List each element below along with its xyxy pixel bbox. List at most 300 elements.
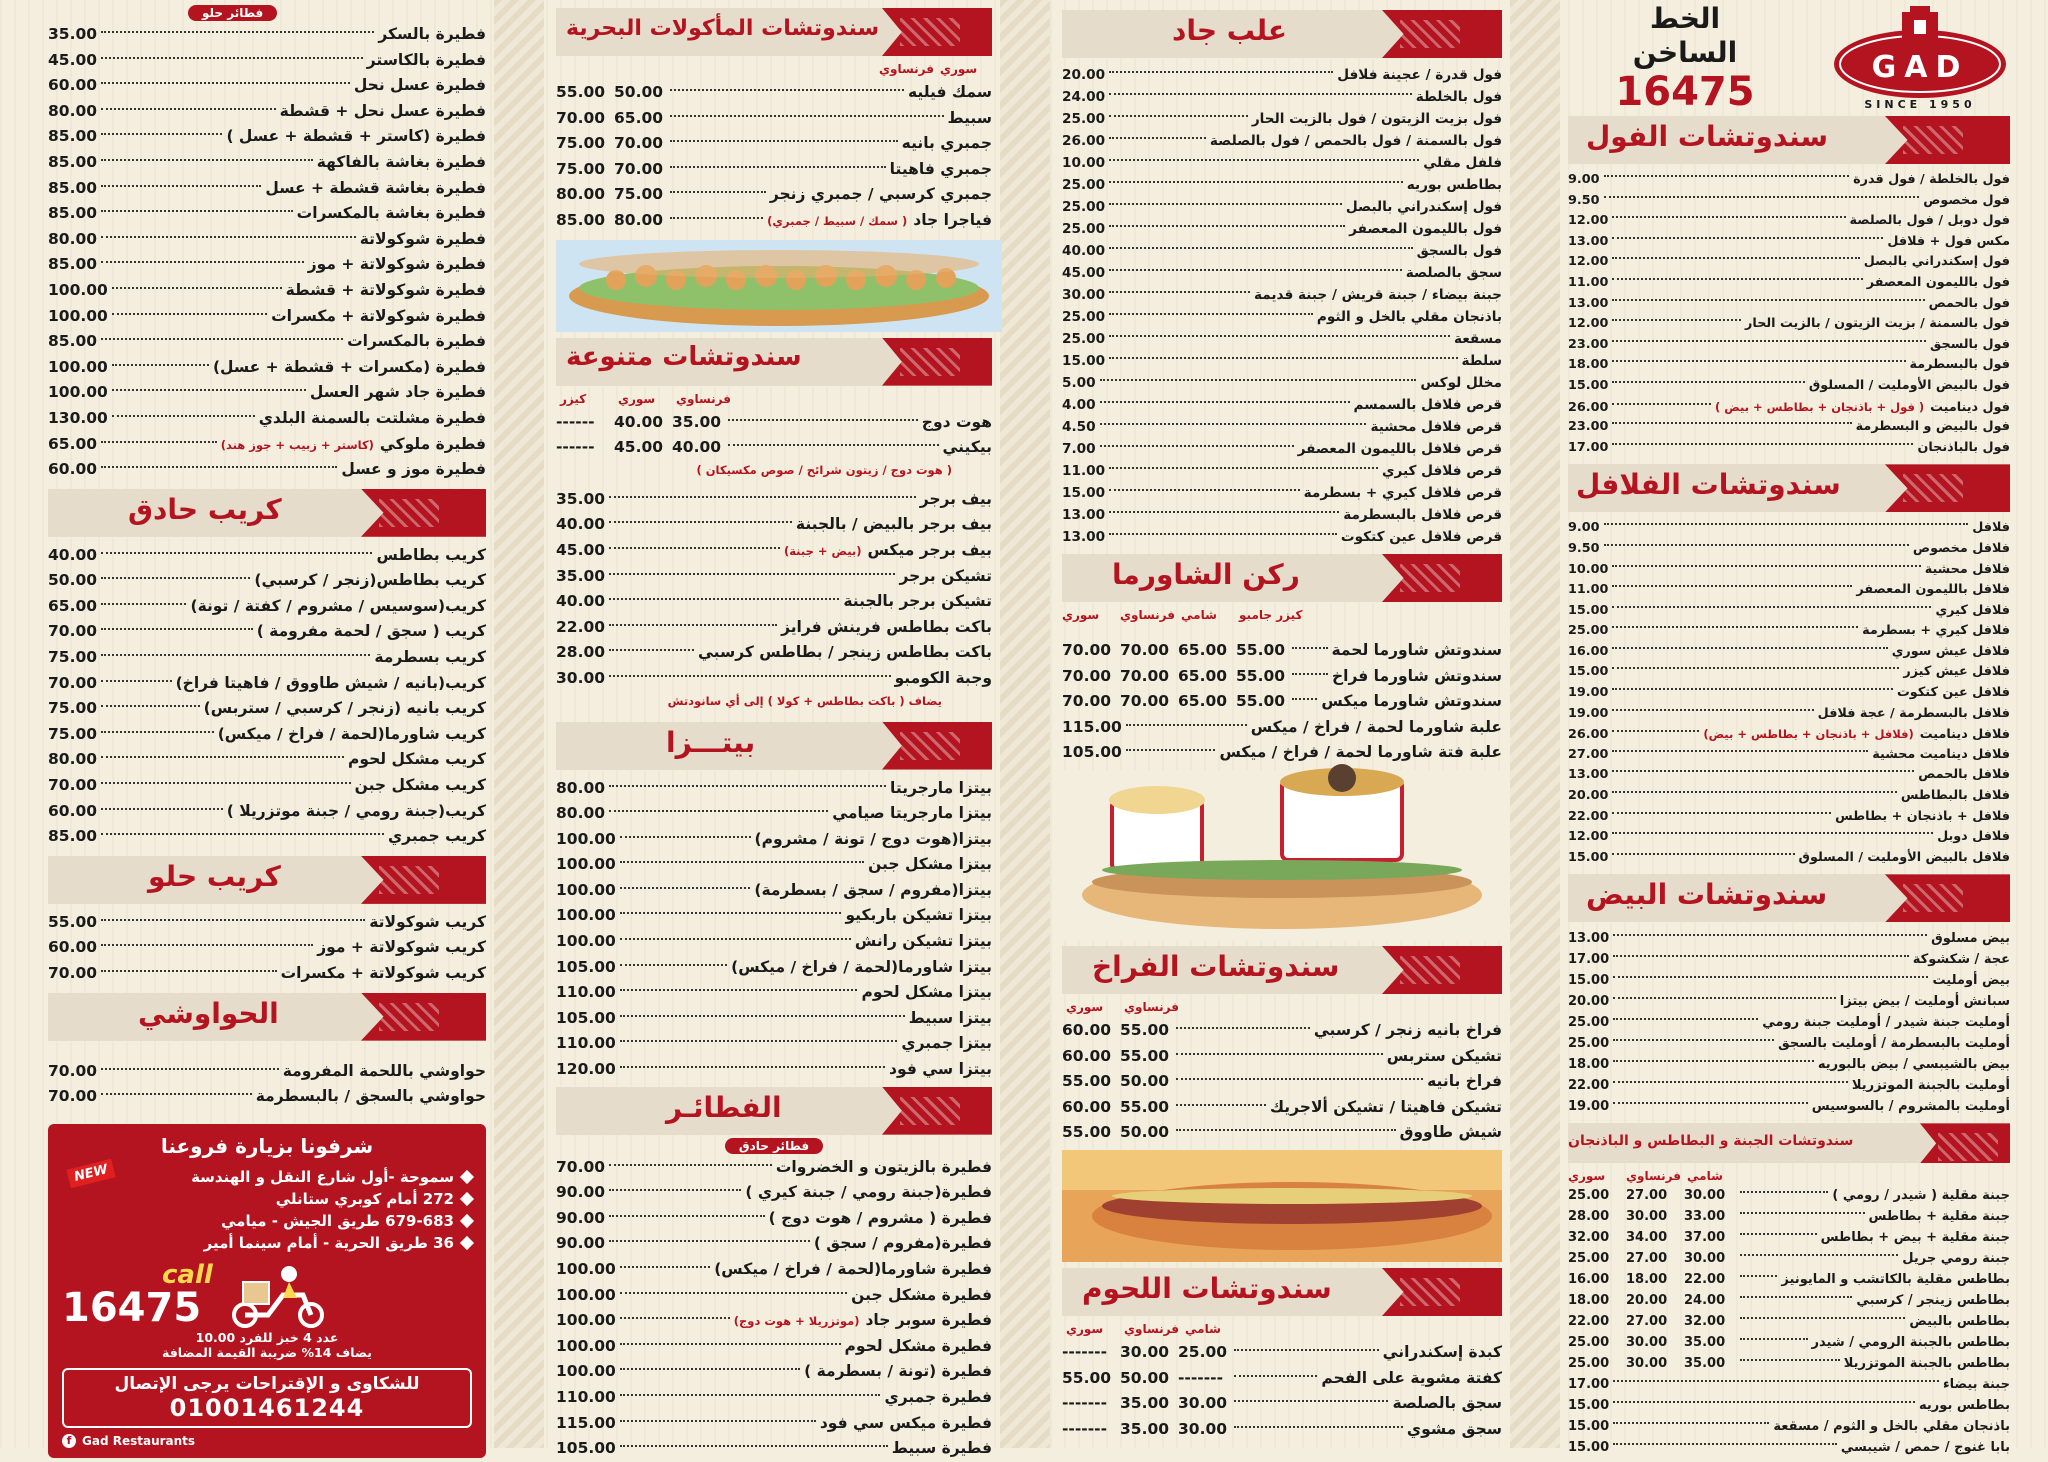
item-name: فول بالبيض الأومليت / المسلوق [1808, 377, 2010, 393]
chicken-list [1062, 1018, 1502, 1146]
leader-dots [620, 1445, 888, 1447]
leader-dots [1604, 196, 1920, 198]
item-name: فراخ بانيه زنجر / كرسبي [1313, 1020, 1502, 1039]
menu-item [1568, 170, 2010, 191]
item-price: 26.00 [1568, 727, 1609, 743]
price-cell: 50.00 [614, 83, 664, 101]
item-note: (كاستر + زبيب + جوز هند) [220, 437, 374, 452]
price-cell: 37.00 [1684, 1230, 1726, 1246]
section-title: سندوتشات الفراخ [1092, 949, 1340, 983]
item-name: فول بالبسطرمة [1909, 357, 2010, 373]
foul-list [1568, 170, 2010, 458]
menu-item [1062, 664, 1502, 690]
item-price: 40.00 [1062, 243, 1106, 259]
menu-item [1568, 807, 2010, 828]
leader-dots [101, 919, 365, 921]
leader-dots [112, 415, 255, 417]
menu-item [556, 878, 992, 904]
item-name: فول بالحمص [1928, 295, 2010, 311]
item-price: 100.00 [556, 855, 616, 874]
leader-dots [1740, 1317, 1905, 1319]
hawawshi-banner [48, 993, 486, 1041]
item-price: 70.00 [48, 1061, 98, 1080]
meat-banner [1062, 1268, 1502, 1316]
item-name: فول بالخلطة / فول قدرة [1853, 172, 2010, 187]
vat-note: يضاف 14% ضريبة القيمة المضافة [162, 1344, 372, 1360]
item-name: سجق بالصلصة [1392, 1394, 1502, 1413]
item-price: 75.00 [48, 724, 98, 743]
leader-dots [1612, 730, 1699, 732]
menu-item [1568, 1227, 2010, 1248]
leader-dots [1740, 1233, 1817, 1235]
item-name: كريب بطاطس(زنجر / كرسبي) [254, 571, 486, 590]
menu-item [556, 776, 992, 802]
item-name: فول إسكندراني بالبصل [1863, 254, 2010, 270]
menu-item [1568, 397, 2010, 418]
leader-dots [1176, 1104, 1266, 1106]
item-name: تشيكن ستربس [1386, 1046, 1502, 1065]
item-price: 15.00 [1568, 849, 1609, 865]
price-column-header: فرنساوي [1124, 999, 1180, 1014]
leader-dots [1109, 71, 1333, 73]
item-name: بيتزا تشيكن رانش [854, 932, 992, 951]
leader-dots [101, 466, 337, 468]
menu-item [1062, 86, 1502, 108]
facebook-link[interactable]: f Gad Restaurants [62, 1434, 472, 1448]
section-title: سندوتشات اللحوم [1082, 1271, 1332, 1305]
leader-dots [670, 191, 766, 193]
leader-dots [101, 1068, 279, 1070]
item-price: 11.00 [1568, 274, 1609, 290]
menu-item [1568, 355, 2010, 376]
price-cell: 18.00 [1626, 1272, 1668, 1288]
item-name: قرص فلافل كيري + بسطرمة [1303, 485, 1502, 501]
menu-item [1062, 240, 1502, 262]
menu-item [48, 722, 486, 748]
meat-sandwich-photo [1062, 1150, 1502, 1262]
item-price: 9.50 [1568, 192, 1600, 208]
item-name: فلافل ديناميت [1919, 727, 2010, 743]
menu-item [48, 824, 486, 850]
item-price: 26.00 [1062, 133, 1106, 149]
item-price: 22.00 [556, 617, 606, 636]
menu-item [1568, 1206, 2010, 1227]
item-name: بيتزا مارجريتا [890, 778, 992, 797]
leader-dots [1109, 225, 1345, 227]
leader-dots [1740, 1254, 1898, 1256]
leader-dots [1234, 1349, 1379, 1351]
item-name: كريب شوكولاتة + مكسرات [280, 964, 486, 982]
item-name: فلافل مخصوص [1912, 540, 2010, 556]
menu-item [48, 99, 486, 125]
sweet-pies-pill: فطائر حلو [188, 5, 277, 21]
item-name: بطاطس مقلية بالكاتشب و المايونيز [1781, 1272, 2010, 1288]
item-price: 55.00 [48, 912, 98, 931]
leader-dots [1604, 544, 1909, 546]
price-cell: 55.00 [1236, 666, 1286, 685]
menu-item [48, 73, 486, 99]
item-price: 70.00 [556, 1157, 606, 1176]
item-price: 120.00 [556, 1060, 616, 1079]
item-price: 12.00 [1568, 316, 1609, 332]
item-price: 35.00 [48, 25, 98, 43]
item-name: فطيرة شوكولاتة [359, 229, 486, 248]
leader-dots [1612, 853, 1794, 855]
item-price: 100.00 [556, 906, 616, 925]
menu-item [48, 22, 486, 48]
item-name: كريب جمبري [387, 827, 486, 846]
item-note: ( سمك / سبيط / جمبري) [767, 213, 908, 228]
crepe-savory-banner [48, 489, 486, 537]
menu-item [556, 903, 992, 929]
item-price: 4.00 [1062, 397, 1096, 413]
item-price: 35.00 [556, 489, 606, 508]
item-name: فطيرة بغاشة بالفاكهة [316, 152, 486, 171]
item-name: بيف برجر بالبيض / بالجبنة [795, 515, 992, 534]
menu-item [1568, 580, 2010, 601]
item-note: (فلافل + باذنجان + بطاطس + بيض) [1703, 727, 1914, 742]
item-price: 60.00 [48, 801, 98, 820]
leader-dots [1109, 181, 1403, 183]
item-price: 30.00 [556, 668, 606, 687]
price-cell: 75.00 [614, 185, 664, 204]
location-icon [460, 1236, 474, 1250]
crepe-sweet-list [48, 910, 486, 987]
menu-item [556, 980, 992, 1006]
item-price: 100.00 [556, 829, 616, 848]
leader-dots [101, 944, 313, 946]
price-cell: 34.00 [1626, 1230, 1668, 1246]
item-name: كريب مشكل لحوم [348, 750, 486, 769]
menu-item [1568, 252, 2010, 273]
item-price [1568, 1332, 1736, 1353]
price-cell: 55.00 [1236, 641, 1286, 659]
item-name: فطيرة(جبنة رومي / جبنة كيري ) [745, 1183, 992, 1202]
item-name: فول بالخلطة [1415, 89, 1502, 105]
item-price: 100.00 [48, 357, 108, 376]
leader-dots [1292, 698, 1317, 700]
price-cell: 75.00 [556, 134, 606, 153]
since-text: SINCE 1950 [1864, 98, 1976, 111]
leader-dots [1109, 533, 1337, 535]
item-price [1062, 1340, 1230, 1366]
item-name: فلافل عيش سوري [1891, 643, 2010, 659]
various-list [556, 487, 992, 692]
price-column-header: فرنساوي [878, 62, 934, 76]
item-price: 80.00 [556, 778, 606, 797]
price-cell: 50.00 [1120, 1072, 1170, 1091]
leader-dots [670, 140, 898, 142]
leader-dots [609, 1189, 741, 1191]
menu-item [48, 432, 486, 458]
price-cell: 85.00 [556, 210, 606, 229]
item-price: 12.00 [1568, 254, 1609, 270]
price-cell: 30.00 [1120, 1342, 1170, 1361]
item-price: 18.00 [1568, 1057, 1610, 1073]
item-name: فطيرة مشكل لحوم [844, 1336, 992, 1355]
call-number[interactable]: 16475 [62, 1284, 202, 1331]
leader-dots [1612, 667, 1899, 669]
column-cans-shawarma [1054, 0, 1510, 1448]
item-name: فياجرا جاد [913, 210, 992, 229]
price-cell: 35.00 [1684, 1335, 1726, 1351]
item-name: فول إسكندراني بالبصل [1345, 199, 1502, 215]
menu-item [48, 1084, 486, 1110]
item-name: جبنة بيضاء / جبنة قريش / جبنة قديمة [1253, 287, 1502, 303]
leader-dots [1612, 319, 1741, 321]
item-name: كريب شاورما(لحمة / فراخ / ميكس) [217, 724, 486, 743]
price-cell: 60.00 [1062, 1020, 1112, 1039]
item-name: كريب بسطرمة [374, 648, 486, 667]
location-icon [460, 1192, 474, 1206]
leader-dots [670, 166, 886, 168]
item-name: علبة فتة شاورما لحمة / فراخ / ميكس [1219, 743, 1502, 762]
leader-dots [1740, 1296, 1852, 1298]
item-price: 105.00 [1062, 743, 1122, 762]
menu-item [1568, 1374, 2010, 1395]
leader-dots [101, 159, 313, 161]
menu-item [556, 487, 992, 513]
item-name: بطاطس بالجبنة الرومي / شيدر [1811, 1335, 2010, 1351]
leader-dots [1612, 381, 1805, 383]
leader-dots [1100, 423, 1367, 425]
menu-item [556, 1334, 992, 1360]
item-price [1062, 1018, 1172, 1044]
price-cell: 55.00 [1236, 692, 1286, 711]
branch-address: 679-683 طريق الجيش - ميامي [62, 1210, 472, 1232]
item-name: فلافل عين كتكوت [1896, 685, 2010, 701]
price-column-header: فرنساوي [1626, 1169, 1682, 1184]
price-cell: 25.00 [1568, 1251, 1610, 1267]
item-price: 65.00 [48, 434, 98, 453]
item-name: بيتزا سبيط [908, 1008, 992, 1027]
item-name: فول بالليمون المعصفر [1349, 221, 1502, 237]
item-price: 70.00 [48, 673, 98, 692]
menu-item [48, 304, 486, 330]
leader-dots [101, 108, 276, 110]
item-name: سبيط [947, 108, 992, 127]
leader-dots [1234, 1426, 1403, 1428]
item-name: كفتة مشوية على الفحم [1321, 1368, 1502, 1387]
price-cell: 60.00 [1062, 1046, 1112, 1065]
item-price: 9.50 [1568, 540, 1600, 556]
menu-item [48, 773, 486, 799]
branch-address: 272 أمام كوبري ستانلي [62, 1188, 472, 1210]
item-price [556, 157, 666, 183]
price-cell: 35.00 [672, 412, 722, 431]
menu-item [556, 538, 992, 564]
menu-item [1062, 1366, 1502, 1392]
leader-dots [101, 603, 186, 605]
item-price: 100.00 [48, 306, 108, 325]
menu-item [1568, 1437, 2010, 1458]
price-headers [1062, 1000, 1502, 1018]
price-column-header: سوري [1062, 608, 1100, 622]
item-name: فراخ بانيه [1427, 1072, 1502, 1091]
item-name: باكت بطاطس زينجر / بطاطس كرسبي [698, 643, 992, 662]
location-icon [460, 1214, 474, 1228]
menu-item [48, 1059, 486, 1085]
item-price: 80.00 [48, 750, 98, 769]
menu-item [1062, 715, 1502, 741]
menu-item [556, 1180, 992, 1206]
menu-item [48, 645, 486, 671]
item-price: 18.00 [1568, 357, 1609, 373]
item-price: 90.00 [556, 1208, 606, 1227]
menu-item [556, 1057, 992, 1083]
leader-dots [609, 1215, 765, 1217]
leader-dots [620, 1040, 898, 1042]
price-cell: 60.00 [1062, 1097, 1112, 1116]
complaints-label: للشكاوى و الإقتراحات يرجى الإتصال [114, 1373, 420, 1394]
cheese-multi-list [1568, 1185, 2010, 1374]
leader-dots [1100, 379, 1417, 381]
leader-dots [1612, 403, 1711, 405]
leader-dots [101, 654, 370, 656]
combo-note: يضاف ( باكت بطاطس + كولا ) إلى أي سانودتش [667, 693, 942, 708]
menu-item [1062, 306, 1502, 328]
price-cell: 80.00 [556, 185, 606, 204]
item-price: 50.00 [48, 571, 98, 590]
leader-dots [1613, 1039, 1774, 1041]
item-name: فطيرة موز و عسل [341, 460, 486, 479]
item-price: 85.00 [48, 204, 98, 223]
item-name: سجق مشوي [1406, 1419, 1502, 1438]
item-name: فول بالليمون المعصفر [1866, 274, 2010, 290]
menu-item [556, 106, 992, 132]
item-price [1062, 689, 1288, 715]
item-name: سندوتش شاورما ميكس [1321, 692, 1502, 711]
item-name: جبنة مقلية + بطاطس [1868, 1209, 2010, 1225]
item-name: بيتزا سي فود [889, 1060, 992, 1079]
complaints-phone[interactable]: 01001461244 [169, 1393, 365, 1422]
price-cell: 22.00 [1684, 1272, 1726, 1288]
price-cell: 28.00 [1568, 1209, 1610, 1225]
falafel-list [1568, 518, 2010, 868]
item-name: فطيرة بالكاستر [366, 50, 486, 69]
menu-item [1062, 638, 1502, 664]
contact-box [48, 1124, 486, 1458]
item-price: 24.00 [1062, 89, 1106, 105]
menu-item [1568, 335, 2010, 356]
item-price: 40.00 [48, 545, 98, 564]
item-price: 13.00 [1062, 529, 1106, 545]
item-price [556, 182, 666, 208]
pizza-banner [556, 722, 992, 770]
item-price [1568, 1206, 1736, 1227]
item-price: 80.00 [48, 229, 98, 248]
leader-dots [1176, 1027, 1310, 1029]
menu-item [1062, 394, 1502, 416]
menu-item [1062, 1391, 1502, 1417]
sweet-pies-list [48, 22, 486, 483]
meat-list [1062, 1340, 1502, 1442]
item-name: فطيرة مشلتت بالسمنة البلدي [258, 408, 486, 427]
item-name: علبة شاورما لحمة / فراخ / ميكس [1250, 717, 1502, 736]
menu-item [1568, 273, 2010, 294]
leader-dots [112, 287, 282, 289]
branches-title: شرفونا بزيارة فروعنا [160, 1133, 374, 1158]
item-price: 70.00 [48, 1087, 98, 1106]
menu-item [1062, 504, 1502, 526]
item-price: 110.00 [556, 1387, 616, 1406]
menu-item [1568, 1395, 2010, 1416]
section-title: سندوتشات الجبنة و البطاطس و الباذنجان [1568, 1133, 1854, 1150]
section-title: علب جاد [1172, 14, 1288, 47]
leader-dots [101, 756, 344, 758]
cans-banner [1062, 10, 1502, 58]
item-price: 10.00 [1062, 155, 1106, 171]
leader-dots [1613, 1380, 1939, 1382]
price-cell: 30.00 [1684, 1188, 1726, 1204]
price-cell: 30.00 [1626, 1209, 1668, 1225]
leader-dots [670, 115, 944, 117]
item-name: فطيرة سبيط [891, 1439, 992, 1458]
menu-item [1062, 438, 1502, 460]
menu-item [48, 747, 486, 773]
item-price [1062, 664, 1288, 690]
crepe-savory-list [48, 543, 486, 850]
item-price: 85.00 [48, 332, 98, 351]
item-name: فطيرة بالمكسرات [347, 332, 486, 351]
price-headers [556, 62, 992, 80]
item-price: 40.00 [556, 592, 606, 611]
menu-item [556, 666, 992, 692]
menu-item [1568, 1012, 2010, 1033]
item-name: باذنجان مقلي بالخل و الثوم / مسقعة [1773, 1419, 2010, 1435]
price-column-header: فرنساوي [1124, 1321, 1180, 1336]
price-cell: 55.00 [1062, 1368, 1112, 1387]
item-price: 15.00 [1062, 353, 1106, 369]
leader-dots [1612, 647, 1887, 649]
menu-item [556, 1257, 992, 1283]
item-price: 19.00 [1568, 685, 1609, 701]
leader-dots [728, 444, 939, 446]
leader-dots [620, 1343, 841, 1345]
leader-dots [112, 364, 209, 366]
leader-dots [609, 810, 828, 812]
item-price [1062, 1069, 1172, 1095]
menu-item [556, 801, 992, 827]
price-cell: 70.00 [1120, 692, 1170, 711]
item-price: 11.00 [1062, 463, 1106, 479]
item-name: قرص فلافل عين كتكوت [1340, 529, 1502, 545]
menu-item [48, 355, 486, 381]
price-cell: 30.00 [1626, 1356, 1668, 1372]
menu-item [48, 150, 486, 176]
item-name: فطيرة ملوكي [379, 434, 486, 453]
leader-dots [1740, 1275, 1777, 1277]
item-price: 85.00 [48, 152, 98, 171]
price-cell: 70.00 [1062, 641, 1112, 659]
hotline-number[interactable]: 16475 [1615, 69, 1755, 115]
menu-item [1568, 1332, 2010, 1353]
menu-item [48, 201, 486, 227]
item-price: 15.00 [1568, 664, 1609, 680]
menu-item [1568, 928, 2010, 949]
pizza-list [556, 776, 992, 1083]
leader-dots [1613, 976, 1928, 978]
price-cell: ------- [1062, 1394, 1108, 1413]
item-price [556, 435, 724, 461]
menu-item [1062, 1340, 1502, 1366]
price-column-header: سوري [1066, 999, 1104, 1014]
menu-item [556, 1359, 992, 1385]
item-price: 22.00 [1568, 808, 1609, 824]
column-foul-falafel-eggs [1560, 0, 2018, 1456]
menu-item [1568, 518, 2010, 539]
item-price: 15.00 [1568, 973, 1610, 989]
